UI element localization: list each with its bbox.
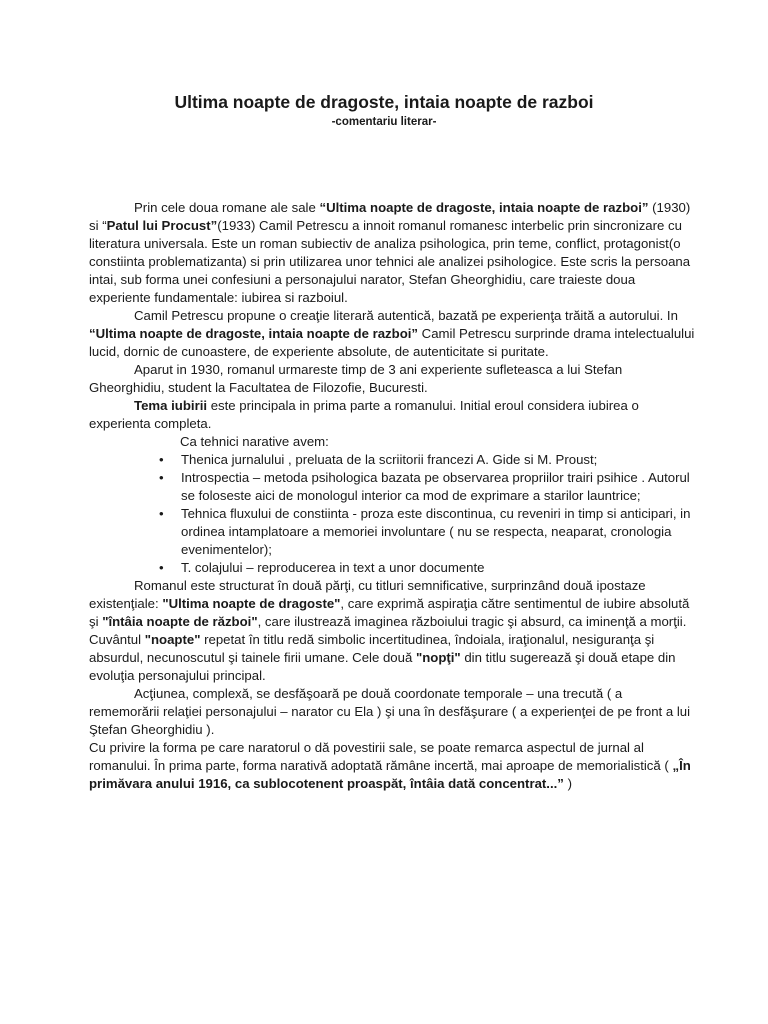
bullet-icon: •	[159, 452, 164, 467]
techniques-list	[89, 451, 695, 577]
bullet-icon: •	[159, 506, 164, 521]
document-body	[89, 199, 695, 793]
text-run: , care exprimă aspiraţia către sentimentul de iubire absolută şi	[89, 596, 690, 629]
text-run: Cu privire la forma pe care naratorul o dă povestirii sale, se poate remarca aspectul de jurnal al romanului. În prima parte, forma narativă adoptată rămâne incertă, mai aproape de memorialistică (	[89, 740, 673, 773]
bold-text-run: "noapte"	[144, 632, 201, 647]
document-title: Ultima noapte de dragoste, intaia noapte de razboi	[174, 92, 594, 112]
text-run: repetat în titlu redă simbolic incertitudinea, îndoiala, iraţionalul, nesiguranţa şi absurdul, necunoscutul şi tainele firii umane. Cele două	[89, 632, 655, 665]
text-run: , care ilustrează imaginea războiului tragic şi absurd, ca iminenţă a morţii. Cuvântul	[89, 614, 687, 647]
text-run: Prin cele doua romane ale sale	[134, 200, 320, 215]
list-item-text: Thenica jurnalului , preluata de la scriitorii francezi A. Gide si M. Proust;	[181, 452, 598, 467]
text-run: este principala in prima parte a romanului. Initial eroul considera iubirea o experienta completa.	[89, 398, 639, 431]
list-item	[89, 469, 695, 505]
text-run: Romanul este structurat în două părţi, cu titluri semnificative, surprinzând două ipostaze existenţiale:	[89, 578, 646, 611]
bold-text-run: Patul lui Procust”	[106, 218, 218, 233]
text-run: Camil Petrescu surprinde drama intelectualului lucid, dornic de cunoastere, de experiente absolute, de autenticitate si puritate.	[89, 326, 695, 359]
paragraph-action: Acţiunea, complexă, se desfăşoară pe două coordonate temporale – una trecută ( a rememorării relaţiei personajului – narator cu Ela ) şi una în desfăşurare ( a experienţei de pe front a lui Ştefan Gheorghidiu ).	[89, 686, 691, 737]
bold-text-run: "nopţi"	[415, 650, 461, 665]
bold-text-run: “Ultima noapte de dragoste, intaia noapte de razboi”	[319, 200, 649, 215]
list-item-text: Tehnica fluxului de constiinta - proza este discontinua, cu reveniri in timp si anticipari, in ordinea intamplatoare a memoriei involuntare ( nu se respecta, neaparat, cronologia evenimentelor);	[181, 506, 691, 557]
techniques-lead: Ca tehnici narative avem:	[180, 434, 329, 449]
list-item-text: T. colajului – reproducerea in text a unor documente	[181, 560, 485, 575]
text-run: (1930) si “	[89, 200, 691, 233]
document-subtitle: -comentariu literar-	[331, 116, 437, 128]
list-item	[89, 559, 695, 577]
paragraph-intro	[89, 199, 695, 307]
list-item-text: Introspectia – metoda psihologica bazata pe observarea propriilor trairi psihice . Autorul se foloseste aici de monologul interior ca mod de exprimare a starilor launtrice;	[181, 470, 690, 503]
list-item	[89, 451, 695, 469]
bold-text-run: „În primăvara anului 1916, ca sublocotenent proaspăt, întâia dată concentrat...”	[89, 758, 691, 791]
bold-text-run: "Ultima noapte de dragoste"	[162, 596, 341, 611]
paragraph-structure	[89, 577, 695, 685]
list-item	[89, 505, 695, 559]
text-run: din titlu sugerează şi două etape din evoluţia personajului principal.	[89, 650, 676, 683]
text-run: Camil Petrescu propune o creaţie literară autentică, bazată pe experienţa trăită a autorului. In	[134, 308, 678, 323]
paragraph-authenticity	[89, 307, 695, 361]
paragraph-appearance: Aparut in 1930, romanul urmareste timp de 3 ani experiente sufleteasca a lui Stefan Gheorghidiu, student la Facultatea de Filozofie, Bucuresti.	[89, 362, 623, 395]
paragraph-narrative-form	[89, 739, 695, 793]
bullet-icon: •	[159, 470, 164, 485]
paragraph-love-theme	[89, 397, 695, 433]
bold-text-run: "întâia noapte de război"	[102, 614, 258, 629]
text-run: (1933) Camil Petrescu a innoit romanul romanesc interbelic prin sincronizare cu literatura universala. Este un roman subiectiv de analiza psihologica, prin teme, conflict, protagonist(o constiinta problematizanta) si prin utilizarea unor tehnici ale analizei psihologice. Este scris la persoana intai, sub forma unei confesiuni a personajului narator, Stefan Gheorghidiu, care traieste doua experiente fundamentale: iubirea si razboiul.	[89, 218, 691, 305]
bullet-icon: •	[159, 560, 164, 575]
bold-text-run: Tema iubirii	[134, 398, 208, 413]
bold-text-run: “Ultima noapte de dragoste, intaia noapte de razboi”	[89, 326, 419, 341]
text-run: )	[563, 776, 572, 791]
